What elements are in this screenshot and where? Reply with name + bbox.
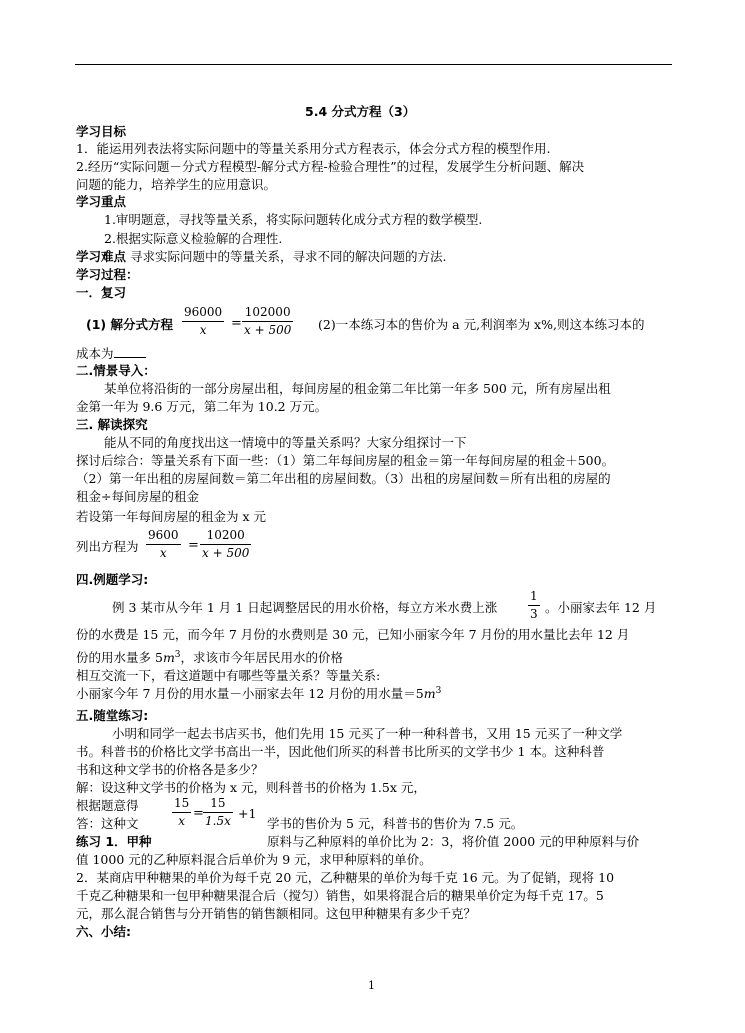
explore-left-fraction (146, 528, 181, 561)
fraction-bar (528, 605, 540, 606)
fraction-bar (146, 544, 181, 545)
example-heading: 四.例题学习: (76, 572, 149, 587)
explore-heading: 三. 解读探究 (76, 417, 148, 432)
practice-right-num: 15 (210, 796, 226, 810)
objective-1: 1．能运用列表法将实际问题中的等量关系用分式方程表示，体会分式方程的模型作用. (76, 141, 551, 156)
objective-2b: 问题的能力，培养学生的应用意识。 (76, 177, 277, 192)
fraction-bar (182, 321, 224, 322)
practice-ex1-line-2: 值 1000 元的乙种原料混合后单价为 9 元，求甲种原料的单价。 (76, 852, 432, 867)
equals-sign: = (231, 316, 242, 331)
objective-2a: 2.经历“实际问题－分式方程模型-解分式方程-检验合理性”的过程，发展学生分析问题、解决 (76, 159, 585, 174)
intro-line-1: 某单位将沿街的一部分房屋出租，每间房屋的租金第二年比第一年多 500 元，所有房屋出租 (104, 381, 611, 396)
unit-exp: 3 (435, 685, 442, 696)
keypoint-1: 1.审明题意，寻找等量关系，将实际问题转化成分式方程的数学模型. (104, 212, 483, 227)
equals-sign: = (188, 538, 199, 553)
example-line-5 (76, 686, 441, 702)
explore-left-num: 9600 (148, 528, 179, 542)
practice-ex1-label-text: 练习 1．甲种 (76, 834, 152, 849)
review-q1-right-num: 102000 (244, 305, 291, 319)
example-frac-num: 1 (530, 589, 538, 603)
review-q2-cont (76, 345, 146, 362)
explore-line-5: 若设第一年每间房屋的租金为 x 元 (76, 509, 266, 524)
explore-eq-label: 列出方程为 (76, 539, 139, 554)
review-q1-right-fraction (242, 305, 293, 338)
example-line-5-text: 小丽家今年 7 月份的用水量－小丽家去年 12 月份的用水量＝5 (76, 686, 424, 701)
practice-ex2-line-1: 2．某商店甲种糖果的单价为每千克 20 元，乙种糖果的单价为每千克 16 元。为了促销，现将 10 (76, 870, 615, 885)
review-q2-text: (2)一本练习本的售价为 a 元,利润率为 x%,则这本练习本的 (318, 317, 645, 332)
difficulty-line (76, 249, 446, 265)
practice-right-fraction (203, 796, 233, 829)
process-heading: 学习过程： (76, 267, 139, 282)
explore-line-1: 能从不同的角度找出这一情境中的等量关系吗？大家分组探讨一下 (104, 435, 467, 450)
example-line-1a: 例 3 某市从今年 1 月 1 日起调整居民的用水价格，每立方米水费上涨 (112, 600, 498, 615)
difficulty-text: 寻求实际问题中的等量关系，寻求不同的解决问题的方法. (126, 249, 447, 264)
example-fraction (528, 589, 540, 622)
page-title: 5.4 分式方程（3） (305, 104, 416, 119)
practice-line-2: 书。科普书的价格比文学书高出一半，因此他们所买的科普书比所买的文学书少 1 本。这种科普 (76, 744, 605, 759)
practice-line-3: 书和这种文学书的价格各是多少？ (76, 762, 264, 777)
explore-line-3: （2）第一年出租的房屋间数＝第二年出租的房屋间数。（3）出租的房屋间数＝所有出租的房屋的 (76, 471, 611, 486)
unit-exp: 3 (174, 649, 181, 660)
fraction-bar (172, 812, 191, 813)
explore-line-2: 探讨后综合：等量关系有下面一些：（1）第二年每间房屋的租金＝第一年每间房屋的租金＋500。 (76, 453, 615, 468)
review-q1-label: (1) 解分式方程 (86, 317, 173, 332)
answer-blank (114, 345, 146, 358)
review-q1-left-fraction (182, 305, 224, 338)
explore-left-den: x (159, 546, 167, 560)
fraction-bar (200, 544, 251, 545)
example-frac-den: 3 (530, 607, 538, 621)
practice-left-den: x (178, 814, 186, 828)
example-line-2: 份的水费是 15 元，而今年 7 月份的水费则是 30 元，已知小丽家今年 7 月份的用水量比去年 12 月 (76, 627, 630, 642)
explore-right-num: 10200 (206, 528, 245, 542)
page-number: 1 (368, 979, 375, 992)
practice-ex2-line-3: 元，那么混合销售与分开销售的销售额相同。这包甲种糖果有多少千克？ (76, 906, 477, 921)
practice-line-4: 解：设这种文学书的价格为 x 元，则科普书的价格为 1.5x 元， (76, 780, 426, 795)
keypoints-heading: 学习重点 (76, 194, 127, 209)
explore-line-4: 租金÷每间房屋的租金 (76, 489, 199, 504)
practice-line-6a: 答：这种文 (76, 816, 139, 831)
practice-ex1-label (76, 834, 152, 850)
unit-m: m (162, 650, 175, 665)
unit-m: m (423, 686, 436, 701)
practice-line-1: 小明和同学一起去书店买书，他们先用 15 元买了一种一种科普书，又用 15 元买了一种文学 (112, 726, 623, 741)
practice-ex2-line-2: 千克乙种糖果和一包甲种糖果混合后（搅匀）销售，如果将混合后的糖果单价定为每千克 17。5 (76, 888, 604, 903)
header-rule (75, 64, 672, 65)
review-heading: 一．复习 (76, 285, 127, 300)
fraction-bar (242, 321, 293, 322)
review-q1-right-den: x + 500 (244, 323, 292, 337)
intro-heading: 二.情景导入： (76, 363, 156, 378)
practice-line-5: 根据题意得 (76, 798, 139, 813)
review-q1-left-num: 96000 (184, 305, 223, 319)
example-line-3 (76, 650, 343, 666)
practice-eq-plus: +1 (238, 806, 257, 821)
intro-line-2: 金第一年为 9.6 万元，第二年为 10.2 万元。 (76, 399, 328, 414)
practice-left-fraction (172, 796, 191, 829)
review-q1-left-den: x (199, 323, 207, 337)
example-line-3b: ，求该市今年居民用水的价格 (180, 650, 344, 665)
practice-heading: 五.随堂练习: (76, 708, 149, 723)
objectives-heading: 学习目标 (76, 124, 127, 139)
example-line-1b: 。小丽家去年 12 月 (545, 600, 657, 615)
difficulty-heading: 学习难点 (76, 249, 127, 264)
explore-right-fraction (200, 528, 251, 561)
explore-right-den: x + 500 (202, 546, 250, 560)
equals-sign: = (193, 806, 204, 821)
practice-left-num: 15 (174, 796, 190, 810)
fraction-bar (203, 812, 233, 813)
review-q2-cont-text: 成本为 (76, 346, 114, 361)
keypoint-2: 2.根据实际意义检验解的合理性. (104, 231, 283, 246)
example-line-3a: 份的用水量多 5 (76, 650, 163, 665)
practice-line-6b: 学书的售价为 5 元，科普书的售价为 7.5 元。 (267, 816, 524, 831)
example-line-4: 相互交流一下，看这道题中有哪些等量关系？等量关系: (76, 668, 381, 683)
practice-ex1-text: 原料与乙种原料的单价比为 2：3，将价值 2000 元的甲种原料与价 (267, 834, 640, 849)
practice-right-den: 1.5x (205, 814, 231, 828)
summary-heading: 六、小结: (76, 924, 131, 939)
